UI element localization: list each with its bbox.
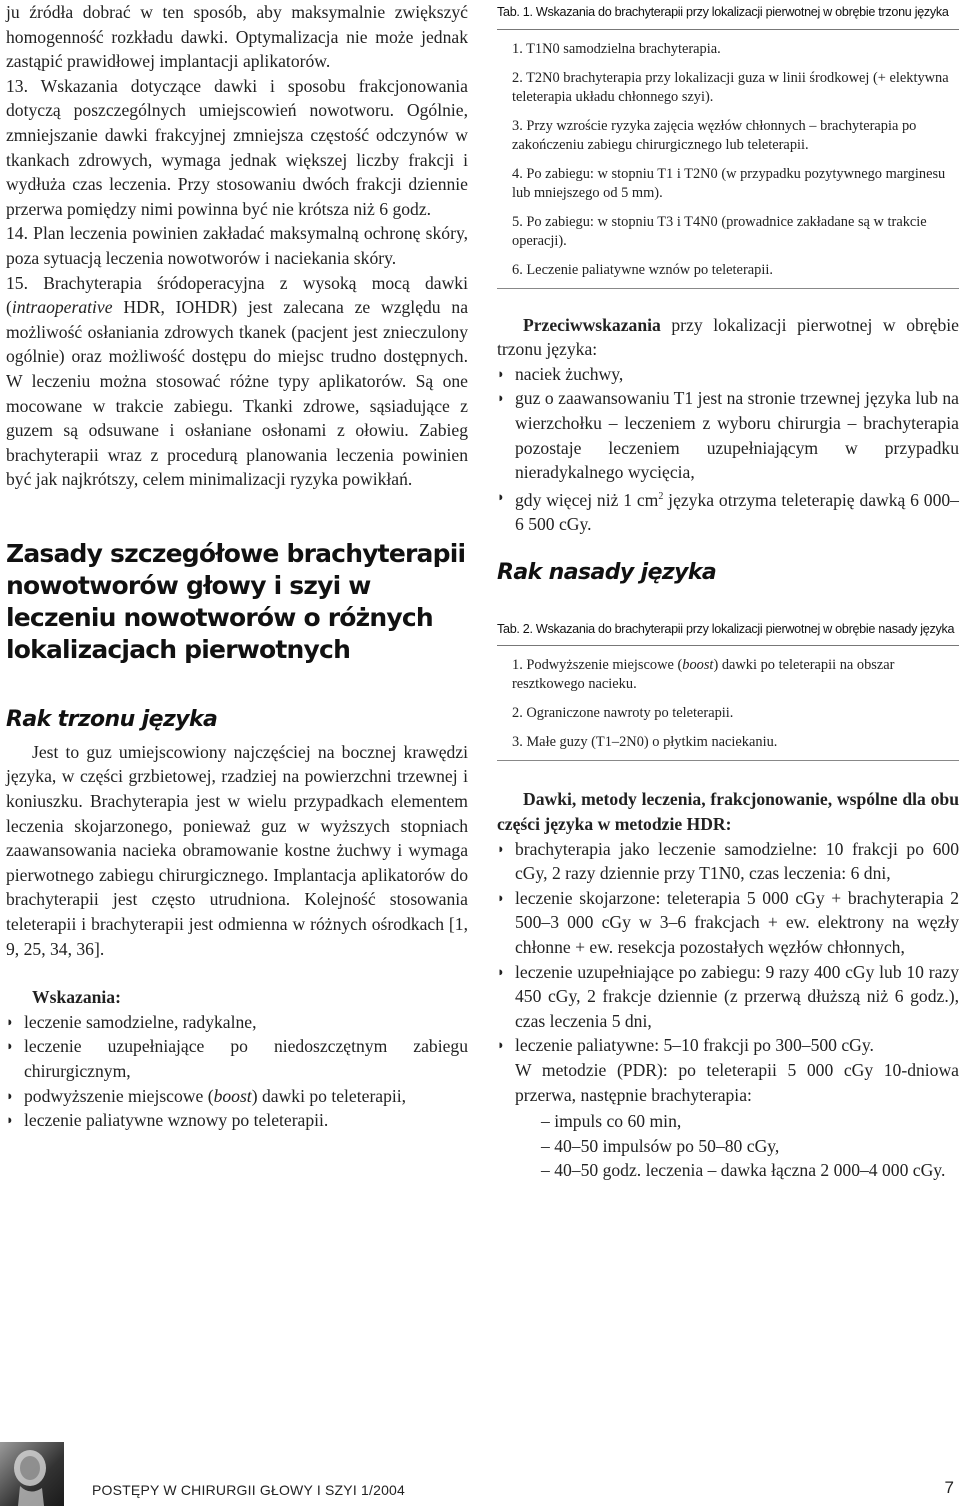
paragraph-continued: ju źródła dobrać w ten sposób, aby maksymalnie zwiększyć homogenność rozkładu dawki. Optymalizacja nie może jednak zastąpić prawidłowej implantacji aplikatorów. (6, 2, 468, 72)
table-row: 1. T1N0 samodzielna brachyterapia. (512, 40, 721, 57)
table-1-caption: Tab. 1. Wskazania do brachyterapii przy lokalizacji pierwotnej w obrębie trzonu języka (497, 0, 959, 30)
list-item: ◗ leczenie samodzielne, radykalne, (6, 1010, 468, 1035)
table-row: 3. Przy wzroście ryzyka zajęcia węzłów chłonnych – brachyterapia po zakończeniu zabiegu chirurgicznego lub teleterapii. (512, 117, 917, 153)
pdr-item: – 40–50 godz. leczenia – dawka łączna 2 000–4 000 cGy. (541, 1160, 946, 1181)
table-row: 5. Po zabiegu: w stopniu T3 i T4N0 (prowadnice zakładane są w trakcie operacji). (512, 213, 927, 249)
paragraph-15-a: 15. Brachyterapia śródoperacyjna z wysoką mocą dawki ( (6, 272, 468, 318)
paragraph-13: 13. Wskazania dotyczące dawki i sposobu frakcjonowania dotyczą poszczególnych umiejscowień nowotworu. Ogólnie, zmniejszanie dawki frakcyjnej zmniejsza częstość odczynów w tkankach zdrowych, wymaga jednak większej liczby frakcji i wydłuża czas leczenia. Przy stosowaniu dwóch frakcji dziennie przerwa pomiędzy nimi powinna być nie krótsza niż 6 godz. (6, 75, 468, 219)
left-column (6, 0, 468, 1133)
table-2-caption: Tab. 2. Wskazania do brachyterapii przy lokalizacji pierwotnej w obrębie nasady języka (497, 617, 959, 647)
list-item: ◗ leczenie uzupełniające po niedoszczętnym zabiegu chirurgicznym, (6, 1036, 468, 1081)
right-column (497, 0, 959, 1183)
list-item: ◗ leczenie skojarzone: teleterapia 5 000 cGy + brachyterapia 2 500–3 000 cGy w 3–6 frakcjach + ew. elektrony na węzły chłonne + ew. resekcja pozostałych węzłów chłonnych, (497, 887, 959, 957)
contraindications-intro: Przeciwwskazania przy lokalizacji pierwotnej w obrębie trzonu języka: (497, 314, 959, 360)
table-1 (497, 40, 959, 280)
bullet-icon: ◗ (6, 1112, 14, 1128)
list-item: ◗ brachyterapia jako leczenie samodzielne: 10 frakcji po 600 cGy, 2 razy dziennie przy T1N0, czas leczenia: 6 dni, (497, 838, 959, 884)
list-item: ◗ leczenie paliatywne: 5–10 frakcji po 300–500 cGy. W metodzie (PDR): po teleterapii 5 000 cGy 10-dniowa przerwa, następnie brachyterapia: – impuls co 60 min, – 40–50 impulsów po 50–80 cGy, – 40–50 godz. leczenia – dawka łączna 2 000–4 000 cGy. (497, 1033, 959, 1183)
page-number: 7 (944, 1478, 954, 1497)
pdr-list (515, 1109, 959, 1183)
bullet-icon: ◗ (497, 390, 505, 406)
table-row: 2. Ograniczone nawroty po teleterapii. (512, 705, 734, 722)
table-row: 6. Leczenie paliatywne wznów po teleterapii. (512, 261, 773, 278)
section-title: Zasady szczegółowe brachyterapii nowotworów głowy i szyi w leczeniu nowotworów o różnych lokalizacjach pierwotnych (6, 538, 466, 664)
table-row: 3. Małe guzy (T1–2N0) o płytkim naciekaniu. (512, 734, 778, 751)
indications-title: Wskazania: (32, 987, 121, 1008)
bullet-icon: ◗ (497, 840, 505, 856)
head-scan-icon (0, 1442, 64, 1506)
table-row: 2. T2N0 brachyterapia przy lokalizacji guza w linii środkowej (+ elektywna teleterapia układu chłonnego szyi). (512, 69, 949, 105)
list-item: ◗ podwyższenie miejscowe (boost) dawki po teleterapii, (6, 1084, 468, 1109)
paragraph-15 (6, 271, 468, 492)
doses-list (497, 837, 959, 1183)
pdr-item: – 40–50 impulsów po 50–80 cGy, (541, 1135, 780, 1156)
paragraph-14: 14. Plan leczenia powinien zakładać maksymalną ochronę skóry, poza sytuacją leczenia nowotworów i naciekania skóry. (6, 223, 468, 268)
intro-paragraph: Jest to guz umiejscowiony najczęściej na bocznej krawędzi języka, w części grzbietowej, rzadziej na powierzchni trzewnej i koniuszku. Brachyterapia jest w wielu przypadkach elementem leczenia skojarzonego, ponieważ guz w wyższych stopniach zaawansowania nacieka obramowanie kostne żuchwy i wymaga pierwotnego zabiegu chirurgicznego. Implantacja aplikatorów do brachyterapii jest często utrudniona. Kolejność stosowania teleterapii i brachyterapii jest odmienna w różnych ośrodkach [1, 9, 25, 34, 36]. (6, 741, 468, 959)
list-item: ◗ guz o zaawansowaniu T1 jest na stronie trzewnej języka lub na wierzchołku – leczeniem z wyboru chirurgia – brachyterapia pozostaje leczeniem uzupełniającym w przypadku nieradykalnego wycięcia, (497, 388, 959, 483)
journal-footer: POSTĘPY W CHIRURGII GŁOWY I SZYI 1/2004 (92, 1482, 406, 1498)
list-item: ◗ leczenie uzupełniające po zabiegu: 9 razy 400 cGy lub 10 razy 450 cGy, 2 frakcje dziennie (z przerwą dłuższą niż 6 godz.), czas leczenia 5 dni, (497, 961, 959, 1031)
list-item: ◗ leczenie paliatywne wznowy po teleterapii. (6, 1108, 468, 1133)
list-item: ◗ naciek żuchwy, (497, 362, 959, 387)
paragraph-15-italic: intraoperative (11, 297, 113, 318)
bullet-icon: ◗ (6, 1038, 14, 1054)
pdr-item: – impuls co 60 min, (541, 1111, 682, 1132)
head-scan-graphic (0, 1442, 64, 1506)
list-item: ◗ gdy więcej niż 1 $cm^2$ języka otrzyma teleterapię dawką 6 000–6 500 cGy. (497, 485, 959, 537)
bullet-icon: ◗ (497, 488, 505, 504)
pdr-text: W metodzie (PDR): po teleterapii 5 000 cGy 10-dniowa przerwa, następnie brachyterapia: (515, 1059, 959, 1105)
subsection-title-trzon: Rak trzonu języka (6, 706, 218, 732)
table-row: 4. Po zabiegu: w stopniu T1 i T2N0 (w przypadku pozytywnego marginesu lub mniejszego od 5 mm). (512, 165, 946, 201)
table-2 (497, 656, 959, 752)
bullet-icon: ◗ (497, 963, 505, 979)
bullet-icon: ◗ (497, 889, 505, 905)
doses-title: Dawki, metody leczenia, frakcjonowanie, wspólne dla obu części języka w metodzie HDR: (497, 789, 959, 834)
contraindications-list (497, 362, 959, 537)
indications-list (6, 1010, 468, 1133)
contraindications-bold: Przeciwwskazania (523, 314, 661, 335)
paragraph-15-b: HDR, IOHDR) jest zalecana ze względu na możliwość osłaniania zdrowych tkanek (pacjent jest znieczulony ogólnie) oraz możliwość dostępu do miejsc trudno dostępnych. W leczeniu można stosować różne typy aplikatorów. Są one mocowane w trakcie zabiegu. Tkanki zdrowe, sąsiadujące z guzem są odsuwane i osłaniane osłonami z ołowiu. Zabieg brachyterapii wraz z procedurą planowania leczenia powinien być jak najkrótszy, celem minimalizacji ryzyka powikłań. (6, 297, 468, 490)
bullet-icon: ◗ (497, 1037, 505, 1053)
bullet-icon: ◗ (6, 1013, 14, 1029)
bullet-icon: ◗ (6, 1087, 14, 1103)
subsection-title-nasada: Rak nasady języka (497, 559, 717, 585)
bullet-icon: ◗ (497, 365, 505, 381)
table-row: 1. Podwyższenie miejscowe (boost) dawki po teleterapii na obszar resztkowego nacieku. (512, 657, 895, 693)
